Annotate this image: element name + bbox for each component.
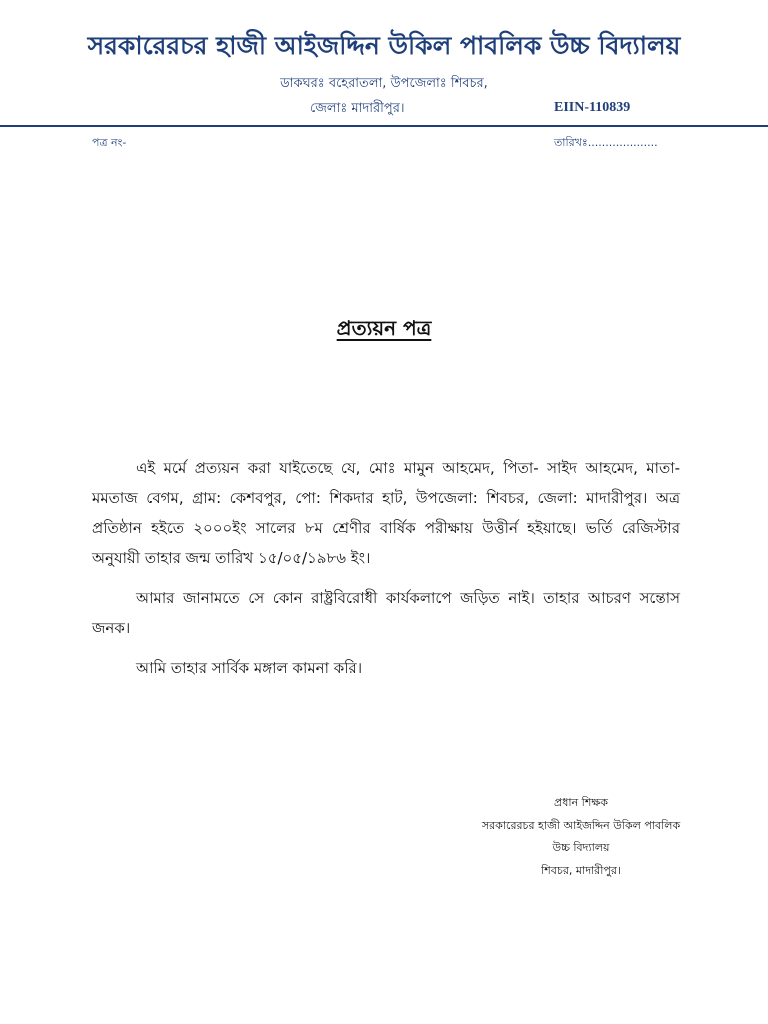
certificate-body [92, 453, 680, 693]
signatory-designation: প্রধান শিক্ষক [554, 796, 608, 809]
school-name-heading: সরকারেরচর হাজী আইজদ্দিন উকিল পাবলিক উচ্চ বিদ্যালয় [87, 31, 681, 60]
body-paragraph-2: আমার জানামতে সে কোন রাষ্ট্রবিরোধী কার্যকলাপে জড়িত নাই। তাহার আচরণ সন্তোস জনক। [92, 589, 680, 637]
body-paragraph-1: এই মর্মে প্রত্যয়ন করা যাইতেছে যে, মোঃ মামুন আহমেদ, পিতা- সাইদ আহমেদ, মাতা- মমতাজ বেগম, গ্রাম: কেশবপুর, পো: শিকদার হাট, উপজেলা: শিবচর, জেলা: মাদারীপুর। অত্র প্রতিষ্ঠান হইতে ২০০০ইং সালের ৮ম শ্রেণীর বার্ষিক পরীক্ষায় উত্তীর্ন হইয়াছে। ভর্তি রেজিস্টার অনুযায়ী তাহার জন্ম তারিখ ১৫/০৫/১৯৮৬ ইং। [92, 459, 680, 567]
eiin-number: EIIN-110839 [554, 100, 631, 115]
address-line-1: ডাকঘরঃ বহেরাতলা, উপজেলাঃ শিবচর, [280, 76, 488, 91]
body-paragraph-3: আমি তাহার সার্বিক মঙ্গাল কামনা করি। [136, 659, 363, 677]
signatory-location: শিবচর, মাদারীপুর। [541, 863, 621, 877]
address-line-2: জেলাঃ মাদারীপুর। [310, 101, 405, 116]
date-label: তারিখঃ.................... [554, 136, 658, 149]
reference-number-label: পত্র নং- [92, 136, 127, 149]
document-title-text: প্রত্যয়ন পত্র [336, 316, 432, 340]
signature-block [440, 792, 722, 882]
header-divider [0, 125, 768, 127]
signatory-school-line-2: উচ্চ বিদ্যালয় [552, 841, 610, 854]
document-title [0, 314, 768, 347]
signatory-school-line-1: সরকারেরচর হাজী আইজদ্দিন উকিল পাবলিক [481, 818, 681, 832]
